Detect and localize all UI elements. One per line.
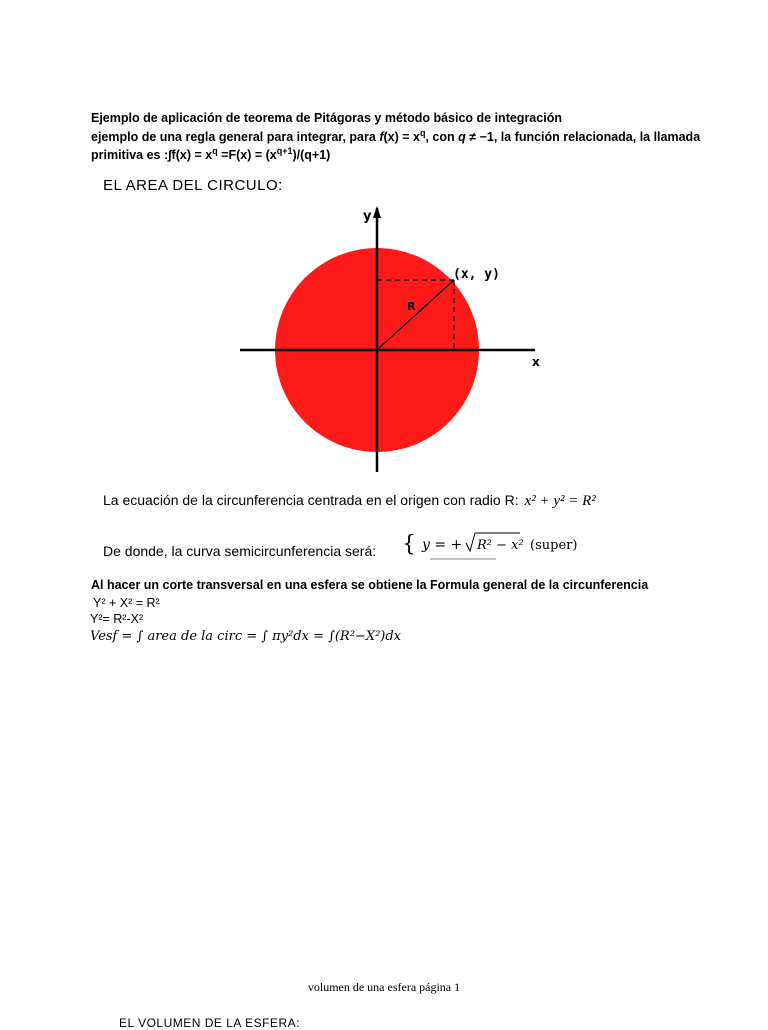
next-page-heading: EL VOLUMEN DE LA ESFERA: (119, 1016, 300, 1030)
sqrt-radicand: R² − x² (477, 538, 524, 553)
y-axis-label: y (363, 209, 372, 224)
rule-fx: (x) = x (383, 130, 420, 144)
x-axis-label: x (532, 355, 540, 369)
semicircle-formula (400, 527, 590, 561)
rule-text-e: ≠ −1, la función relacionada, la llamada (465, 130, 701, 144)
rule-primitive-label: primitiva es : (91, 148, 169, 162)
vesf-integral: ∫ area de la circ = ∫ πy²dx = ∫(R²−X²)dx (136, 629, 402, 644)
equation-text: La ecuación de la circunferencia centrada en el origen con radio R: (103, 492, 519, 508)
equation-sum-squares: Y² + X² = R² (93, 596, 160, 610)
rule-integral-exponent: q (212, 145, 218, 156)
circle-area-title: EL AREA DEL CIRCULO: (103, 177, 283, 194)
sphere-volume-formula (90, 629, 401, 644)
circle-diagram (230, 200, 560, 480)
rule-primitive-eq: =F(x) = (x (217, 148, 277, 162)
rule-text-c: , con (425, 130, 459, 144)
rule-text-a: ejemplo de una regla general para integrar, para (91, 130, 380, 144)
rule-primitive-denominator: )/(q+1) (292, 148, 331, 162)
brace-icon: { (402, 532, 416, 557)
cross-section-text: Al hacer un corte transversal en una esfera se obtiene la Formula general de la circunferencia (91, 578, 649, 592)
vesf-label: Vesf (90, 629, 118, 644)
circle-equation: x² + y² = R² (524, 493, 596, 509)
semicircle-y-eq: y = + (422, 537, 463, 553)
point-label: (x, y) (453, 267, 500, 282)
semicircle-text: De donde, la curva semicircunferencia será: (103, 543, 377, 559)
document-heading: Ejemplo de aplicación de teorema de Pitágoras y método básico de integración (91, 111, 562, 125)
rule-f: f (379, 130, 384, 144)
page-footer: volumen de una esfera página 1 (307, 980, 461, 994)
rule-integral: ∫f(x) = x (168, 148, 213, 162)
circle-equation-line (103, 492, 596, 510)
super-note: (super) (530, 538, 578, 553)
rule-exponent-q: q (419, 127, 426, 138)
rule-primitive-exponent: q+1 (276, 145, 293, 156)
radius-label: R (407, 300, 416, 313)
integration-rule-line-1 (91, 127, 701, 144)
y-axis-arrow (373, 206, 381, 218)
vesf-equals: = (117, 629, 137, 644)
integration-rule-line-2 (91, 145, 331, 162)
rule-q: q (458, 130, 466, 144)
equation-y-squared: Y²= R²-X² (90, 612, 144, 626)
